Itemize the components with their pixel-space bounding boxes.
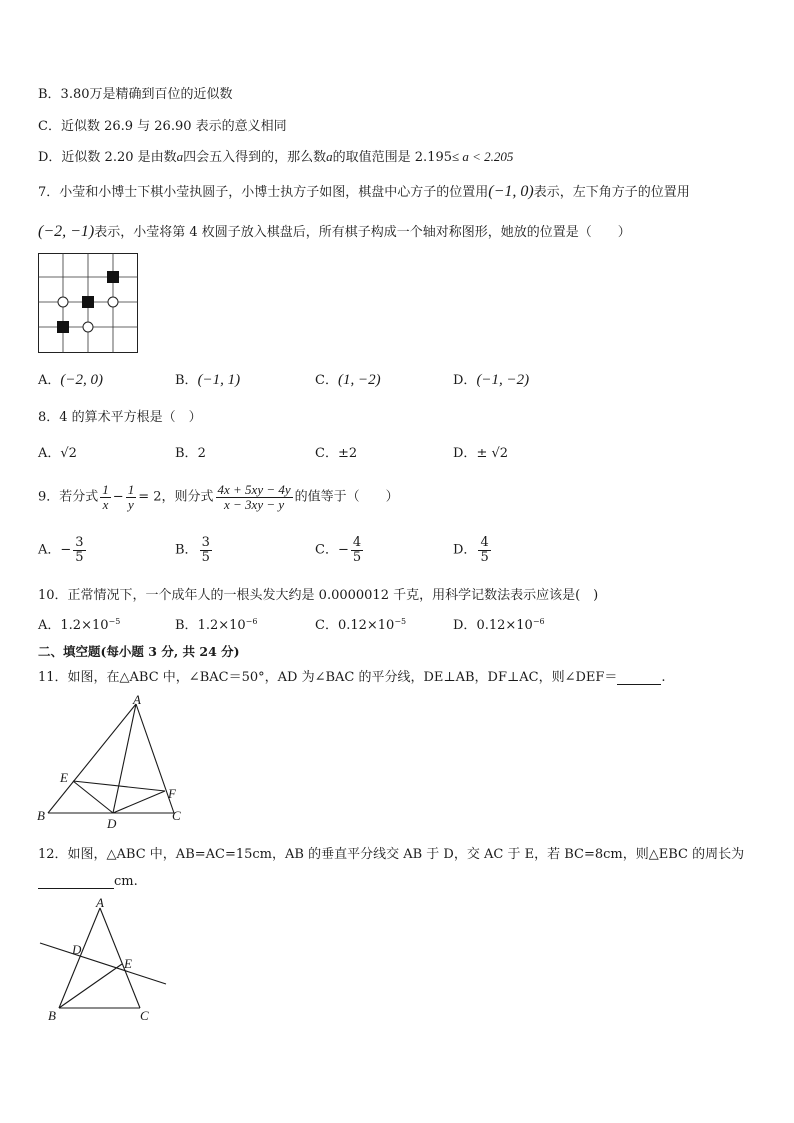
round-piece-2 bbox=[108, 297, 118, 307]
fraction-1-over-x: $\frac{1}{x}$ bbox=[102, 482, 109, 512]
q8-option-d: D．± √2 bbox=[453, 446, 509, 461]
q9-option-a: A．− $\frac{3}{5}$ bbox=[38, 535, 84, 565]
segment-ad bbox=[113, 704, 136, 813]
q10-option-d: D．$0.12\times 10^{-6}$ bbox=[453, 617, 545, 633]
q10-option-b: B．$1.2\times 10^{-6}$ bbox=[175, 617, 258, 633]
label-c: C bbox=[140, 1008, 149, 1023]
segment-df bbox=[113, 791, 165, 813]
label-e: E bbox=[124, 956, 132, 971]
q7-stem-line1: 7．小莹和小博士下棋小莹执圆子，小博士执方子如图，棋盘中心方子的位置用(−1, 0)表示，左下角方子的位置用 bbox=[38, 183, 690, 200]
q9-option-b: B． $\frac{3}{5}$ bbox=[175, 535, 210, 565]
q12-stem-line1: 12．如图，△ABC 中，AB=AC=15cm，AB 的垂直平分线交 AB 于 D，交 AC 于 E，若 BC=8cm，则△EBC 的周长为 bbox=[38, 847, 745, 862]
q8-option-c: C．±2 bbox=[315, 446, 358, 461]
side-ac bbox=[100, 908, 140, 1008]
q9-option-d: D． $\frac{4}{5}$ bbox=[453, 535, 489, 565]
q7-stem-line2: (−2, −1)表示，小莹将第 4 枚圆子放入棋盘后，所有棋子构成一个轴对称图形，她放的位置是（ ） bbox=[38, 223, 631, 240]
fraction-expression: $\frac{4x + 5xy - 4y}{x - 3xy - y}$ bbox=[217, 482, 291, 512]
label-d: D bbox=[72, 942, 82, 957]
side-ab bbox=[59, 908, 100, 1008]
triangle-figure-q11 bbox=[34, 694, 194, 830]
fraction-1-over-y: $\frac{1}{y}$ bbox=[127, 482, 135, 512]
q11-stem: 11．如图，在△ABC 中，∠BAC＝50°，AD 为∠BAC 的平分线，DE⊥AB，DF⊥AC，则∠DEF＝ . bbox=[38, 670, 666, 685]
square-piece-bottom-left bbox=[57, 321, 69, 333]
q8-option-b: B．2 bbox=[175, 446, 206, 461]
section-heading-fill-in: 二、填空题(每小题 3 分, 共 24 分) bbox=[38, 644, 240, 659]
q10-option-c: C．$0.12\times 10^{-5}$ bbox=[315, 617, 407, 633]
label-f: F bbox=[168, 786, 176, 801]
q6-option-b: B．3.80万是精确到百位的近似数 bbox=[38, 87, 233, 102]
q9-option-c: C．− $\frac{4}{5}$ bbox=[315, 535, 362, 565]
q7-option-d: D．(−1, −2) bbox=[453, 372, 530, 388]
q12-stem-line2: cm. bbox=[38, 874, 138, 889]
square-piece-center bbox=[82, 296, 94, 308]
label-e: E bbox=[60, 770, 68, 785]
label-a: A bbox=[96, 896, 104, 910]
label-b: B bbox=[37, 808, 45, 823]
q7-option-b: B．(−1, 1) bbox=[175, 372, 241, 388]
q6-option-d: D．近似数 2.20 是由数a四会五入得到的，那么数a的取值范围是 2.195≤ a < 2.205 bbox=[38, 149, 514, 165]
chess-board-figure bbox=[38, 253, 138, 353]
segment-de bbox=[73, 781, 113, 813]
q9-stem: 9．若分式 $\frac{1}{x}$ − $\frac{1}{y}$ = 2，则分式 $\frac{4x + 5xy - 4y}{x - 3xy - y}$ 的值等于（ ） bbox=[38, 482, 399, 512]
q8-stem: 8．4 的算术平方根是（ ） bbox=[38, 410, 202, 425]
label-d: D bbox=[107, 816, 117, 830]
q7-option-c: C．(1, −2) bbox=[315, 372, 381, 388]
label-a: A bbox=[133, 694, 141, 707]
q10-stem: 10．正常情况下，一个成年人的一根头发大约是 0.0000012 千克，用科学记数法表示应该是( ) bbox=[38, 588, 599, 603]
square-piece-top bbox=[107, 271, 119, 283]
triangle-figure-q12 bbox=[34, 896, 174, 1028]
q8-option-a: A．√2 bbox=[38, 446, 77, 461]
answer-blank[interactable] bbox=[617, 670, 661, 685]
label-c: C bbox=[172, 808, 181, 823]
q7-option-a: A．(−2, 0) bbox=[38, 372, 104, 388]
q6-option-c: C．近似数 26.9 与 26.90 表示的意义相同 bbox=[38, 119, 287, 134]
round-piece-3 bbox=[83, 322, 93, 332]
answer-blank[interactable] bbox=[38, 874, 114, 889]
round-piece-1 bbox=[58, 297, 68, 307]
q10-option-a: A．$1.2\times 10^{-5}$ bbox=[38, 617, 121, 633]
label-b: B bbox=[48, 1008, 56, 1023]
